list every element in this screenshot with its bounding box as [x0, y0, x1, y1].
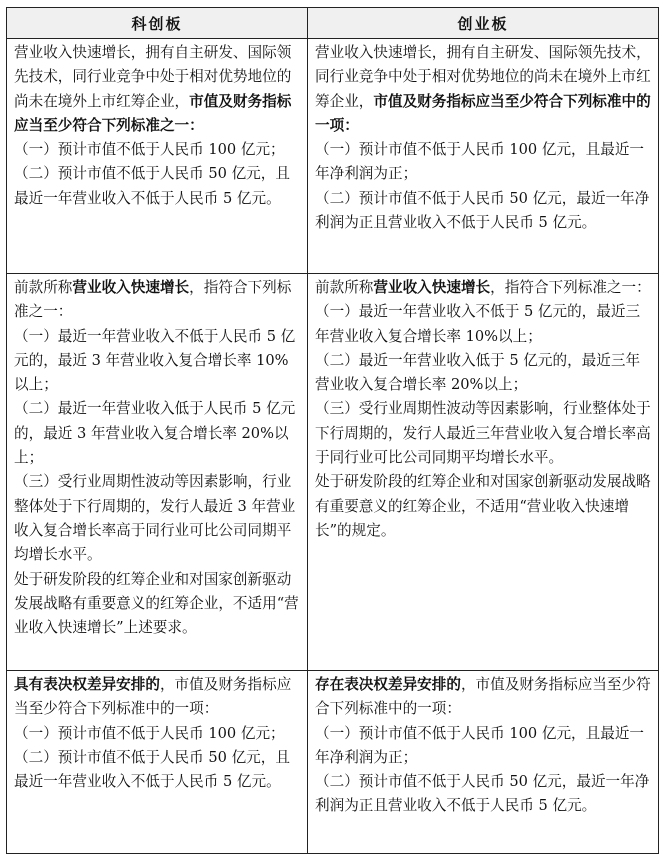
- list-item: （二）预计市值不低于人民币 50 亿元，且最近一年营业收入不低于人民币 5 亿元。: [14, 748, 290, 791]
- table-row: [7, 671, 659, 854]
- paragraph-note: 处于研发阶段的红筹企业和对国家创新驱动发展战略有重要意义的红筹企业，不适用“营业收入快速增长”上述要求。: [14, 570, 299, 637]
- cell-star-market-criteria: [7, 39, 308, 274]
- bold-text: 具有表决权差异安排的: [14, 676, 160, 693]
- bold-text: 营业收入快速增长: [72, 279, 190, 296]
- paragraph-intro: 营业收入快速增长，拥有自主研发、国际领先技术，同行业竞争中处于相对优势地位的尚未在境外上市红筹企业，市值及财务指标应当至少符合下列标准之一：: [14, 44, 292, 134]
- bold-text: 营业收入快速增长: [373, 279, 491, 296]
- cell-star-market-voting: [7, 671, 308, 854]
- header-chinext: 创业板: [308, 8, 659, 39]
- table-row: [7, 274, 659, 671]
- list-item: （三）受行业周期性波动等因素影响，行业整体处于下行周期的，发行人最近 3 年营业收入复合增长率高于同行业可比公司同期平均增长水平。: [14, 473, 296, 564]
- table-row: [7, 39, 659, 274]
- comparison-table: [6, 7, 659, 854]
- list-item: （一）最近一年营业收入不低于 5 亿元的，最近三年营业收入复合增长率 10%以上；: [315, 303, 641, 345]
- paragraph-note: 处于研发阶段的红筹企业和对国家创新驱动发展战略有重要意义的红筹企业，不适用“营业收入快速增长”的规定。: [315, 473, 651, 539]
- list-item: （一）预计市值不低于人民币 100 亿元，且最近一年净利润为正；: [315, 141, 645, 183]
- list-item: （二）最近一年营业收入低于 5 亿元的，最近三年营业收入复合增长率 20%以上；: [315, 351, 641, 394]
- cell-chinext-voting: [308, 671, 659, 854]
- list-item: （二）预计市值不低于人民币 50 亿元，且最近一年营业收入不低于人民币 5 亿元。: [14, 165, 290, 207]
- paragraph-intro: 存在表决权差异安排的，市值及财务指标应当至少符合下列标准中的一项：: [315, 676, 651, 718]
- header-row: [7, 8, 659, 39]
- list-item: （二）最近一年营业收入低于人民币 5 亿元的，最近 3 年营业收入复合增长率 20%以上；: [14, 400, 296, 467]
- paragraph-intro: 具有表决权差异安排的，市值及财务指标应当至少符合下列标准中的一项：: [14, 676, 292, 718]
- list-item: （一）预计市值不低于人民币 100 亿元，且最近一年净利润为正；: [315, 724, 645, 766]
- list-item: （一）预计市值不低于人民币 100 亿元；: [14, 724, 285, 742]
- cell-star-market-growth: [7, 274, 308, 671]
- bold-text: 存在表决权差异安排的: [315, 676, 461, 693]
- paragraph-intro: 前款所称营业收入快速增长，指符合下列标准之一：: [14, 279, 292, 321]
- cell-chinext-growth: [308, 274, 659, 671]
- list-item: （一）预计市值不低于人民币 100 亿元；: [14, 141, 285, 159]
- cell-chinext-criteria: [308, 39, 659, 274]
- header-star-market: 科创板: [7, 8, 308, 39]
- bold-text: 市值及财务指标应当至少符合下列标准中的一项：: [315, 92, 651, 134]
- list-item: （三）受行业周期性波动等因素影响，行业整体处于下行周期的，发行人最近三年营业收入复合增长率高于同行业可比公司同期平均增长水平。: [315, 400, 651, 467]
- list-item: （二）预计市值不低于人民币 50 亿元，最近一年净利润为正且营业收入不低于人民币 5 亿元。: [315, 189, 650, 232]
- list-item: （一）最近一年营业收入不低于人民币 5 亿元的，最近 3 年营业收入复合增长率 10%以上；: [14, 327, 296, 394]
- bold-text: 市值及财务指标应当至少符合下列标准之一：: [14, 92, 292, 134]
- paragraph-intro: 营业收入快速增长，拥有自主研发、国际领先技术，同行业竞争中处于相对优势地位的尚未在境外上市红筹企业，市值及财务指标应当至少符合下列标准中的一项：: [315, 44, 651, 134]
- paragraph-intro: 前款所称营业收入快速增长，指符合下列标准之一：: [315, 279, 651, 296]
- list-item: （二）预计市值不低于人民币 50 亿元，最近一年净利润为正且营业收入不低于人民币 5 亿元。: [315, 773, 650, 815]
